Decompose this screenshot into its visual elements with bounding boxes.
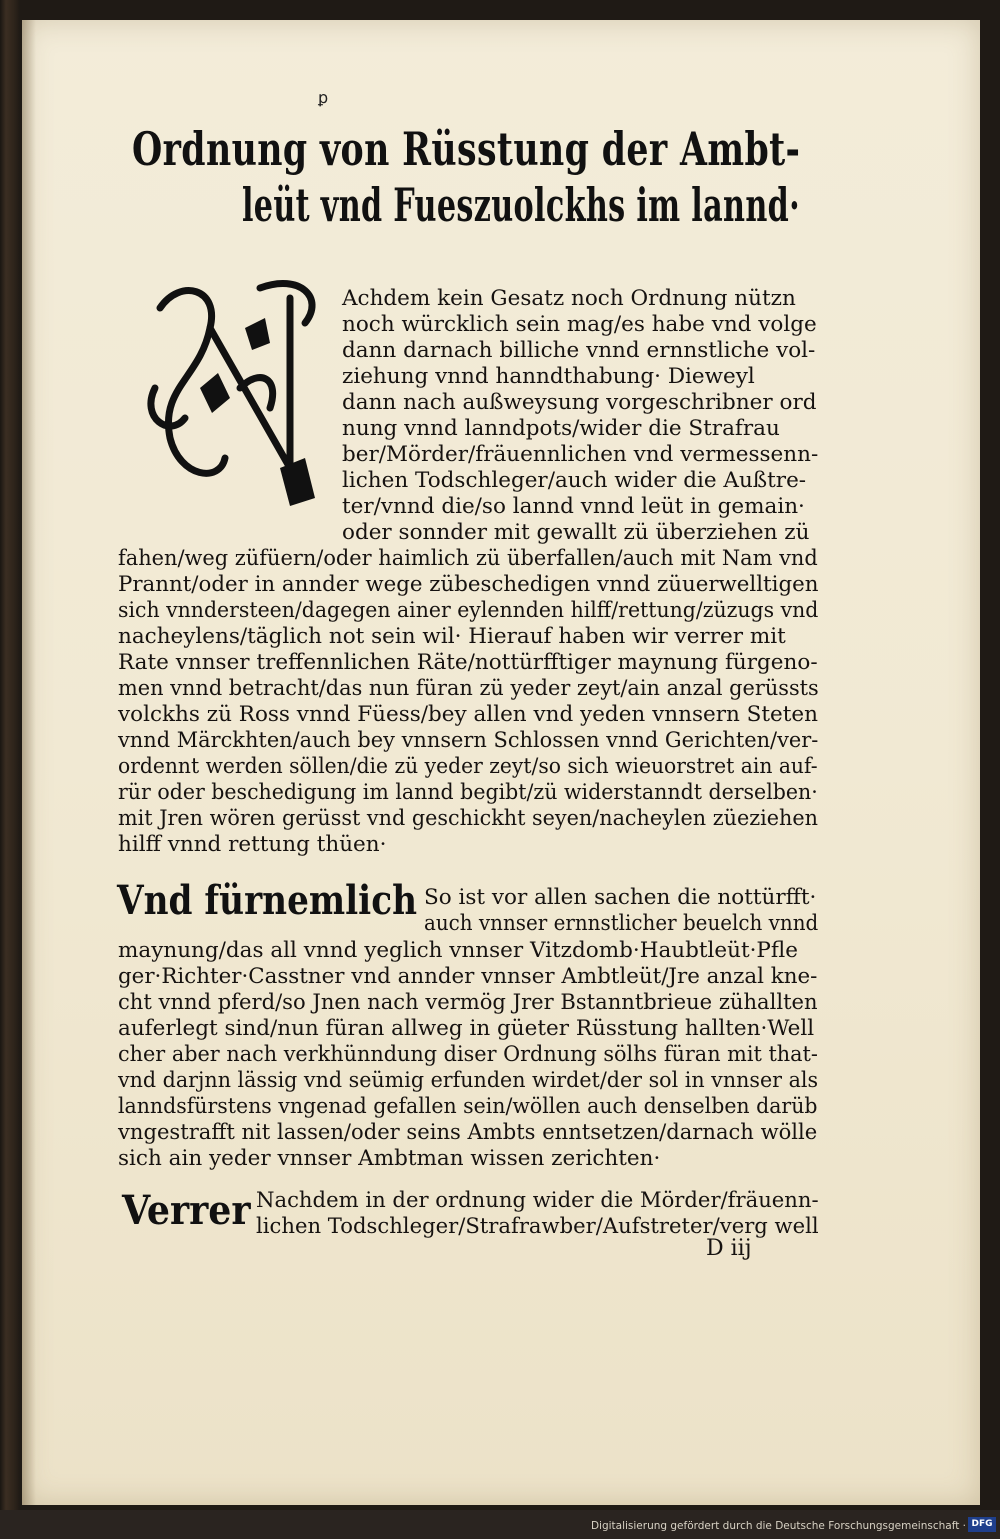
text-line: ger·Richter·Casstner vnd annder vnnser Ambtleüt/Jre anzal kne- (118, 964, 818, 989)
page-title-line-2: leüt vnd Fueszuolckhs im lannd· (242, 178, 800, 232)
text-line: volckhs zü Ross vnnd Füess/bey allen vnd yeden vnnsern Steten (118, 702, 818, 727)
page-title-line-1: Ordnung von Rüsstung der Ambt- (132, 122, 801, 176)
text-line: auferlegt sind/nun füran allweg in güeter Rüsstung hallten·Well (118, 1016, 815, 1041)
dfg-logo-icon[interactable]: DFG (968, 1517, 996, 1532)
text-line: vngestrafft nit lassen/oder seins Ambts enntsetzen/darnach wölle (118, 1120, 818, 1145)
signature-mark: D iij (706, 1236, 752, 1261)
text-line: hilff vnnd rettung thüen· (118, 832, 387, 857)
text-line: lanndsfürstens vngenad gefallen sein/wöllen auch denselben darüb (118, 1094, 818, 1119)
text-line: ziehung vnnd hanndthabung· Dieweyl (342, 364, 755, 389)
text-line: ordennt werden söllen/die zü yeder zeyt/so sich wieuorstret ain auf- (118, 754, 818, 779)
text-line: nung vnnd lanndpots/wider die Strafrau (342, 416, 780, 441)
text-line: oder sonnder mit gewallt zü überziehen zü (342, 520, 810, 545)
text-line: dann darnach billiche vnnd ernnstliche vol- (342, 338, 816, 363)
text-line: noch würcklich sein mag/es habe vnd volge (342, 312, 817, 337)
text-line: Rate vnnser treffennlichen Räte/nottürfftiger maynung fürgeno- (118, 650, 818, 675)
text-line: auch vnnser ernnstlicher beuelch vnnd (424, 911, 819, 936)
text-line: cht vnnd pferd/so Jnen nach vermög Jrer Bstanntbrieue zühallten (118, 990, 818, 1015)
text-line: sich ain yeder vnnser Ambtman wissen zerichten· (118, 1146, 661, 1171)
text-line: sich vnndersteen/dagegen ainer eylennden hilff/rettung/züzugs vnd (118, 598, 819, 623)
drop-initial-n-icon (140, 268, 326, 508)
text-line: vnnd Märckhten/auch bey vnnsern Schlossen vnnd Gerichten/ver- (118, 728, 819, 753)
page-gutter-shadow (22, 20, 36, 1505)
text-line: cher aber nach verkhünndung diser Ordnung sölhs füran mit that- (118, 1042, 818, 1067)
paragraph-lead-word: Verrer (122, 1187, 251, 1234)
text-line: lichen Todschleger/Strafrawber/Aufstreter/verg well (256, 1214, 819, 1239)
text-line: maynung/das all vnnd yeglich vnnser Vitzdomb·Haubtleüt·Pfle (118, 938, 798, 963)
text-line: vnd darjnn lässig vnd seümig erfunden wirdet/der sol in vnnser als (118, 1068, 819, 1093)
text-line: fahen/weg züfüern/oder haimlich zü überfallen/auch mit Nam vnd (118, 546, 818, 571)
text-line: ber/Mörder/fräuennlichen vnd vermessenn- (342, 442, 819, 467)
text-line: lichen Todschleger/auch wider die Außtre- (342, 468, 807, 493)
footer-credit: Digitalisierung gefördert durch die Deutsche Forschungsgemeinschaft · (590, 1520, 966, 1532)
text-line: Nachdem in der ordnung wider die Mörder/fräuenn- (256, 1188, 819, 1213)
text-line: Achdem kein Gesatz noch Ordnung nützn (342, 286, 796, 311)
paragraph-lead-words: Vnd fürnemlich (117, 877, 418, 924)
text-line: nacheylens/täglich not sein wil· Hierauf haben wir verrer mit (118, 624, 786, 649)
text-line: dann nach außweysung vorgeschribner ord (342, 390, 817, 415)
head-ornament: ꝑ (318, 88, 329, 107)
text-line: men vnnd betracht/das nun füran zü yeder zeyt/ain anzal gerüssts (118, 676, 819, 701)
text-line: rür oder beschedigung im lannd begibt/zü widerstanndt derselben· (118, 780, 818, 805)
text-line: mit Jren wören gerüsst vnd geschickht seyen/nacheylen züeziehen (118, 806, 819, 831)
text-line: Prannt/oder in annder wege zübeschedigen vnnd züuerwelltigen (118, 572, 819, 597)
text-line: ter/vnnd die/so lannd vnnd leüt in gemain· (342, 494, 805, 519)
text-line: So ist vor allen sachen die nottürfft· (424, 885, 817, 910)
